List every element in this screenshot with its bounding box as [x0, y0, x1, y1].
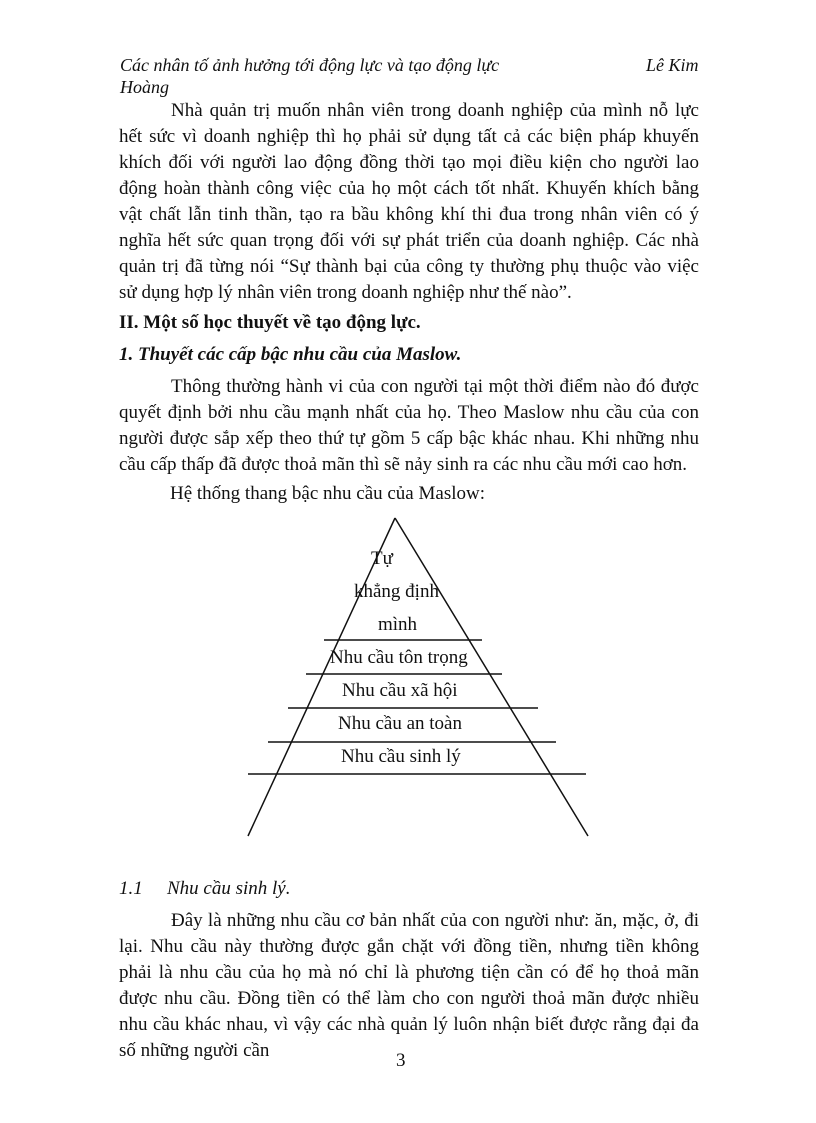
pyramid-caption: Hệ thống thang bậc nhu cầu của Maslow:: [170, 483, 485, 504]
subsection-heading: 1. Thuyết các cấp bậc nhu cầu của Maslow.: [119, 344, 462, 365]
physio-paragraph: Đây là những nhu cầu cơ bản nhất của con người như: ăn, mặc, ở, đi lại. Nhu cầu này thường được gắn chặt với đồng tiền, nhưng tiền không phải là nhu cầu của họ mà nó chỉ là phương tiện cần có để họ thoả mãn được nhu cầu. Đồng tiền có thể làm cho con người thoả mãn được nhiều nhu cầu khác nhau, vì vậy các nhà quản lý luôn nhận biết được rằng đại đa số những người cần: [119, 910, 699, 1061]
level-safety: Nhu cầu an toàn: [338, 713, 462, 734]
level-esteem: Nhu cầu tôn trọng: [330, 647, 468, 668]
intro-paragraph: Nhà quản trị muốn nhân viên trong doanh nghiệp của mình nỗ lực hết sức vì doanh nghiệp thì họ phải sử dụng tất cả các biện pháp khuyến khích đối với người lao động đồng thời tạo mọi điều kiện cho người lao động hoàn thành công việc của họ một cách tốt nhất. Khuyến khích bằng vật chất lẫn tinh thần, tạo ra bầu không khí thi đua trong nhân viên có ý nghĩa hết sức quan trọng đối với sự phát triển của doanh nghiệp. Các nhà quản trị đã từng nói “Sự thành bại của công ty thường phụ thuộc vào việc sử dụng hợp lý nhân viên trong doanh nghiệp như thế nào”.: [119, 100, 699, 303]
header-author-last: Hoàng: [120, 77, 169, 97]
header-author: Lê Kim: [646, 55, 699, 75]
subsubsection-title: Nhu cầu sinh lý.: [167, 878, 291, 899]
level-self-actualization-line3: mình: [378, 614, 418, 635]
level-self-actualization-line2: khẳng định: [354, 581, 439, 602]
level-social: Nhu cầu xã hội: [342, 680, 458, 701]
pyramid-right-edge: [395, 518, 588, 836]
section-heading: II. Một số học thuyết về tạo động lực.: [119, 312, 421, 333]
page-header: [120, 54, 700, 98]
level-self-actualization-line1: Tự: [371, 548, 393, 569]
page-number: 3: [396, 1050, 406, 1071]
level-physiological: Nhu cầu sinh lý: [341, 746, 461, 767]
maslow-paragraph: Thông thường hành vi của con người tại một thời điểm nào đó được quyết định bởi nhu cầu mạnh nhất của họ. Theo Maslow nhu cầu của con người được sắp xếp theo thứ tự gồm 5 cấp bậc khác nhau. Khi những nhu cầu cấp thấp đã được thoả mãn thì sẽ nảy sinh ra các nhu cầu mới cao hơn.: [119, 376, 699, 475]
subsubsection-number: 1.1: [119, 878, 143, 899]
subsubsection-heading: [119, 876, 291, 902]
header-title: Các nhân tố ảnh hưởng tới động lực và tạo động lực: [120, 55, 500, 75]
